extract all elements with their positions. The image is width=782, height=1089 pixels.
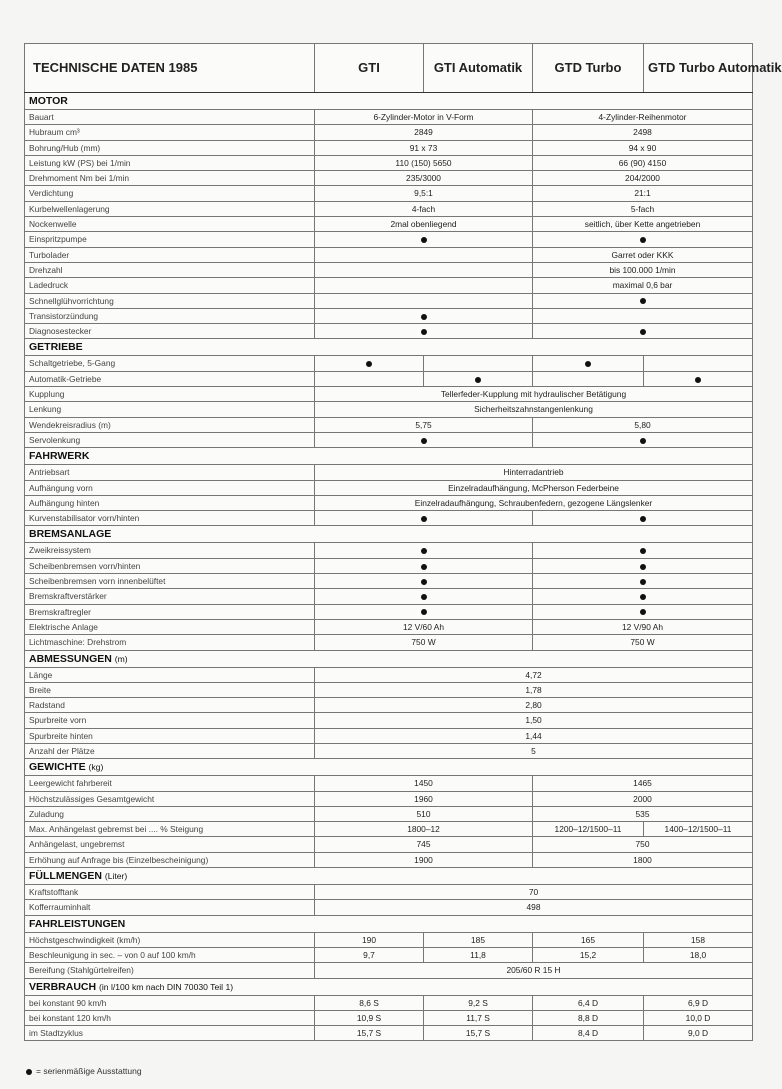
table-row (25, 217, 753, 232)
table-row (25, 247, 753, 262)
cell-standard (533, 293, 753, 308)
cell-value: 5,75 (315, 417, 533, 432)
section-title (25, 650, 753, 667)
cell-value: Einzelradaufhängung, Schraubenfedern, gezogene Längslenker (315, 495, 753, 510)
table-row (25, 293, 753, 308)
row-label: Einspritzpumpe (25, 232, 315, 247)
cell-value: 1450 (315, 776, 533, 791)
cell-value: 11,7 S (424, 1010, 533, 1025)
cell-value: 750 (533, 837, 753, 852)
technical-data-sheet (24, 43, 782, 1041)
cell-value: 11,8 (424, 947, 533, 962)
standard-equipment-dot-icon (421, 237, 427, 243)
standard-equipment-dot-icon (640, 594, 646, 600)
table-row (25, 713, 753, 728)
table-row (25, 232, 753, 247)
cell-value (533, 308, 753, 323)
cell-value: 750 W (315, 635, 533, 650)
table-row (25, 604, 753, 619)
section-title-text: ABMESSUNGEN (29, 652, 112, 665)
section-title-text: VERBRAUCH (29, 980, 97, 993)
cell-value: 510 (315, 806, 533, 821)
row-label: Scheibenbremsen vorn innenbelüftet (25, 574, 315, 589)
section-title-text: GEWICHTE (29, 761, 86, 774)
cell-value: 165 (533, 932, 644, 947)
section-title-text: BREMSANLAGE (29, 528, 112, 541)
cell-value: 6,4 D (533, 995, 644, 1010)
row-label: Turbolader (25, 247, 315, 262)
table-row (25, 885, 753, 900)
table-row (25, 1010, 753, 1025)
spec-table (24, 43, 782, 1041)
table-row (25, 574, 753, 589)
column-header-gtd-turbo: GTD Turbo (533, 44, 644, 93)
cell-value (533, 371, 644, 386)
table-row (25, 619, 753, 634)
section-header (25, 650, 753, 667)
cell-value: 1800–12 (315, 822, 533, 837)
section-header (25, 93, 753, 110)
cell-value: 10,0 D (644, 1010, 753, 1025)
table-row (25, 356, 753, 371)
table-row (25, 186, 753, 201)
table-row (25, 682, 753, 697)
cell-value: 10,9 S (315, 1010, 424, 1025)
cell-value: 94 x 90 (533, 140, 753, 155)
cell-value: 2000 (533, 791, 753, 806)
row-label: Max. Anhängelast gebremst bei .... % Steigung (25, 822, 315, 837)
row-label: Nockenwelle (25, 217, 315, 232)
row-label: Spurbreite vorn (25, 713, 315, 728)
section-header (25, 868, 753, 885)
cell-standard (533, 356, 644, 371)
row-label: Radstand (25, 698, 315, 713)
table-row (25, 852, 753, 867)
row-label: Hubraum cm³ (25, 125, 315, 140)
cell-standard (315, 356, 424, 371)
standard-equipment-dot-icon (26, 1069, 32, 1075)
cell-value: 235/3000 (315, 171, 533, 186)
standard-equipment-dot-icon (640, 564, 646, 570)
standard-equipment-dot-icon (640, 516, 646, 522)
cell-value: 1900 (315, 852, 533, 867)
row-label: bei konstant 90 km/h (25, 995, 315, 1010)
table-row (25, 155, 753, 170)
table-row (25, 511, 753, 526)
table-row (25, 308, 753, 323)
cell-standard (533, 324, 753, 339)
table-row (25, 995, 753, 1010)
section-title-text: FAHRWERK (29, 450, 90, 463)
row-label: Erhöhung auf Anfrage bis (Einzelbescheinigung) (25, 852, 315, 867)
row-label: Scheibenbremsen vorn/hinten (25, 558, 315, 573)
cell-value: 498 (315, 900, 753, 915)
table-row (25, 480, 753, 495)
table-row (25, 262, 753, 277)
cell-standard (315, 604, 533, 619)
standard-equipment-dot-icon (421, 564, 427, 570)
cell-standard (315, 232, 533, 247)
section-title-text: FÜLLMENGEN (29, 870, 102, 883)
row-label: Kurbelwellenlagerung (25, 201, 315, 216)
section-header (25, 915, 753, 932)
cell-standard (315, 558, 533, 573)
row-label: Höchstgeschwindigkeit (km/h) (25, 932, 315, 947)
table-row (25, 417, 753, 432)
table-row (25, 1026, 753, 1041)
standard-equipment-dot-icon (421, 594, 427, 600)
cell-value: Einzelradaufhängung, McPherson Federbeine (315, 480, 753, 495)
row-label: Elektrische Anlage (25, 619, 315, 634)
standard-equipment-dot-icon (585, 361, 591, 367)
section-title (25, 339, 753, 356)
standard-equipment-dot-icon (421, 609, 427, 615)
cell-value: bis 100.000 1/min (533, 262, 753, 277)
cell-value: Garret oder KKK (533, 247, 753, 262)
standard-equipment-dot-icon (421, 329, 427, 335)
row-label: Breite (25, 682, 315, 697)
row-label: Schaltgetriebe, 5-Gang (25, 356, 315, 371)
cell-standard (315, 543, 533, 558)
cell-standard (315, 574, 533, 589)
cell-standard (315, 324, 533, 339)
table-row (25, 432, 753, 447)
cell-value: 15,7 S (315, 1026, 424, 1041)
section-title (25, 526, 753, 543)
row-label: Antriebsart (25, 465, 315, 480)
cell-value: 66 (90) 4150 (533, 155, 753, 170)
section-title (25, 448, 753, 465)
row-label: Länge (25, 667, 315, 682)
row-label: Diagnosestecker (25, 324, 315, 339)
row-label: Kofferrauminhalt (25, 900, 315, 915)
cell-value: 2mal obenliegend (315, 217, 533, 232)
cell-value: 2,80 (315, 698, 753, 713)
table-row (25, 140, 753, 155)
table-row (25, 278, 753, 293)
table-header-row (25, 44, 753, 93)
table-row (25, 728, 753, 743)
row-label: Verdichtung (25, 186, 315, 201)
cell-value: 8,6 S (315, 995, 424, 1010)
row-label: Kraftstofftank (25, 885, 315, 900)
cell-value: 6-Zylinder-Motor in V-Form (315, 110, 533, 125)
table-row (25, 743, 753, 758)
table-row (25, 125, 753, 140)
cell-standard (315, 308, 533, 323)
cell-value: 70 (315, 885, 753, 900)
table-row (25, 171, 753, 186)
section-title-text: GETRIEBE (29, 341, 83, 354)
table-row (25, 110, 753, 125)
row-label: Bohrung/Hub (mm) (25, 140, 315, 155)
standard-equipment-dot-icon (475, 377, 481, 383)
cell-standard (533, 432, 753, 447)
cell-value: 110 (150) 5650 (315, 155, 533, 170)
cell-standard (533, 589, 753, 604)
table-row (25, 698, 753, 713)
row-label: Anzahl der Plätze (25, 743, 315, 758)
row-label: Servolenkung (25, 432, 315, 447)
section-header (25, 339, 753, 356)
cell-value: 21:1 (533, 186, 753, 201)
cell-value: 1465 (533, 776, 753, 791)
cell-standard (644, 371, 753, 386)
standard-equipment-dot-icon (421, 579, 427, 585)
table-row (25, 667, 753, 682)
table-row (25, 387, 753, 402)
row-label: Ladedruck (25, 278, 315, 293)
table-row (25, 558, 753, 573)
column-header-gtd-turbo-automatik: GTD Turbo Automatik (644, 44, 753, 93)
section-title-text: MOTOR (29, 95, 68, 107)
cell-value: 185 (424, 932, 533, 947)
row-label: Automatik-Getriebe (25, 371, 315, 386)
cell-value: 9,2 S (424, 995, 533, 1010)
cell-value (644, 356, 753, 371)
row-label: Bauart (25, 110, 315, 125)
section-unit: (in l/100 km nach DIN 70030 Teil 1) (99, 981, 234, 992)
table-row (25, 947, 753, 962)
table-row (25, 402, 753, 417)
cell-value: 15,2 (533, 947, 644, 962)
row-label: Kurvenstabilisator vorn/hinten (25, 511, 315, 526)
column-header-gti-automatik: GTI Automatik (424, 44, 533, 93)
table-row (25, 589, 753, 604)
cell-value: 535 (533, 806, 753, 821)
cell-standard (533, 558, 753, 573)
row-label: Beschleunigung in sec. – von 0 auf 100 km/h (25, 947, 315, 962)
table-row (25, 776, 753, 791)
table-row (25, 932, 753, 947)
cell-value: 1960 (315, 791, 533, 806)
cell-value: 1,78 (315, 682, 753, 697)
cell-value: 5-fach (533, 201, 753, 216)
section-header (25, 759, 753, 776)
table-row (25, 791, 753, 806)
standard-equipment-dot-icon (640, 579, 646, 585)
table-row (25, 822, 753, 837)
cell-value: 12 V/90 Ah (533, 619, 753, 634)
table-row (25, 371, 753, 386)
row-label: Leistung kW (PS) bei 1/min (25, 155, 315, 170)
cell-value: 9,5:1 (315, 186, 533, 201)
cell-value: 8,4 D (533, 1026, 644, 1041)
cell-value: Tellerfeder-Kupplung mit hydraulischer Betätigung (315, 387, 753, 402)
row-label: Drehzahl (25, 262, 315, 277)
section-unit: (m) (114, 653, 128, 664)
standard-equipment-dot-icon (640, 329, 646, 335)
cell-standard (315, 589, 533, 604)
cell-value: 190 (315, 932, 424, 947)
section-title-text: FAHRLEISTUNGEN (29, 917, 126, 930)
cell-value (315, 247, 533, 262)
section-title (25, 868, 753, 885)
standard-equipment-dot-icon (640, 548, 646, 554)
cell-value: 2849 (315, 125, 533, 140)
cell-value: 15,7 S (424, 1026, 533, 1041)
section-header (25, 448, 753, 465)
table-row (25, 806, 753, 821)
cell-value: 5,80 (533, 417, 753, 432)
section-title (25, 93, 753, 110)
cell-standard (533, 543, 753, 558)
column-header-gti: GTI (315, 44, 424, 93)
section-header (25, 978, 753, 995)
row-label: Aufhängung hinten (25, 495, 315, 510)
cell-value: 91 x 73 (315, 140, 533, 155)
row-label: Schnellglühvorrichtung (25, 293, 315, 308)
table-row (25, 963, 753, 978)
section-title (25, 915, 753, 932)
cell-value: maximal 0,6 bar (533, 278, 753, 293)
standard-equipment-dot-icon (640, 438, 646, 444)
cell-value: 1,50 (315, 713, 753, 728)
standard-equipment-dot-icon (421, 516, 427, 522)
cell-value: 4-Zylinder-Reihenmotor (533, 110, 753, 125)
table-row (25, 201, 753, 216)
cell-standard (533, 232, 753, 247)
row-label: Lenkung (25, 402, 315, 417)
cell-value: 158 (644, 932, 753, 947)
section-unit: (kg) (88, 762, 104, 773)
section-title (25, 978, 753, 995)
row-label: bei konstant 120 km/h (25, 1010, 315, 1025)
row-label: Zuladung (25, 806, 315, 821)
cell-value: 1,44 (315, 728, 753, 743)
cell-value: 205/60 R 15 H (315, 963, 753, 978)
page-title: TECHNISCHE DATEN 1985 (25, 44, 315, 93)
row-label: Zweikreissystem (25, 543, 315, 558)
cell-value: 1200–12/1500–11 (533, 822, 644, 837)
cell-value: 204/2000 (533, 171, 753, 186)
cell-value: 750 W (533, 635, 753, 650)
cell-value (315, 262, 533, 277)
cell-value: 8,8 D (533, 1010, 644, 1025)
row-label: Lichtmaschine: Drehstrom (25, 635, 315, 650)
cell-value (424, 356, 533, 371)
table-row (25, 837, 753, 852)
cell-standard (533, 574, 753, 589)
row-label: Drehmoment Nm bei 1/min (25, 171, 315, 186)
cell-value (315, 371, 424, 386)
section-title (25, 759, 753, 776)
row-label: Anhängelast, ungebremst (25, 837, 315, 852)
standard-equipment-dot-icon (421, 548, 427, 554)
standard-equipment-dot-icon (421, 314, 427, 320)
row-label: im Stadtzyklus (25, 1026, 315, 1041)
cell-standard (315, 432, 533, 447)
row-label: Wendekreisradius (m) (25, 417, 315, 432)
cell-value (315, 278, 533, 293)
row-label: Spurbreite hinten (25, 728, 315, 743)
cell-value: seitlich, über Kette angetrieben (533, 217, 753, 232)
cell-standard (315, 511, 533, 526)
cell-value: Hinterradantrieb (315, 465, 753, 480)
table-row (25, 900, 753, 915)
cell-value: Sicherheitszahnstangenlenkung (315, 402, 753, 417)
row-label: Transistorzündung (25, 308, 315, 323)
legend-text: = serienmäßige Ausstattung (36, 1066, 142, 1076)
cell-value: 4,72 (315, 667, 753, 682)
standard-equipment-dot-icon (640, 609, 646, 615)
standard-equipment-dot-icon (366, 361, 372, 367)
section-header (25, 526, 753, 543)
cell-value: 12 V/60 Ah (315, 619, 533, 634)
table-row (25, 495, 753, 510)
cell-value: 1800 (533, 852, 753, 867)
table-row (25, 324, 753, 339)
row-label: Aufhängung vorn (25, 480, 315, 495)
cell-value (315, 293, 533, 308)
cell-value: 5 (315, 743, 753, 758)
cell-value: 4-fach (315, 201, 533, 216)
table-row (25, 543, 753, 558)
row-label: Bereifung (Stahlgürtelreifen) (25, 963, 315, 978)
row-label: Höchstzulässiges Gesamtgewicht (25, 791, 315, 806)
cell-standard (424, 371, 533, 386)
cell-value: 9,7 (315, 947, 424, 962)
cell-value: 6,9 D (644, 995, 753, 1010)
row-label: Bremskraftverstärker (25, 589, 315, 604)
table-row (25, 465, 753, 480)
row-label: Kupplung (25, 387, 315, 402)
cell-value: 1400–12/1500–11 (644, 822, 753, 837)
row-label: Bremskraftregler (25, 604, 315, 619)
cell-value: 18,0 (644, 947, 753, 962)
cell-standard (533, 511, 753, 526)
table-row (25, 635, 753, 650)
cell-value: 745 (315, 837, 533, 852)
standard-equipment-dot-icon (640, 237, 646, 243)
standard-equipment-dot-icon (640, 298, 646, 304)
cell-value: 2498 (533, 125, 753, 140)
standard-equipment-dot-icon (421, 438, 427, 444)
standard-equipment-dot-icon (695, 377, 701, 383)
cell-standard (533, 604, 753, 619)
legend (26, 1066, 142, 1076)
section-unit: (Liter) (104, 871, 128, 882)
row-label: Leergewicht fahrbereit (25, 776, 315, 791)
cell-value: 9,0 D (644, 1026, 753, 1041)
